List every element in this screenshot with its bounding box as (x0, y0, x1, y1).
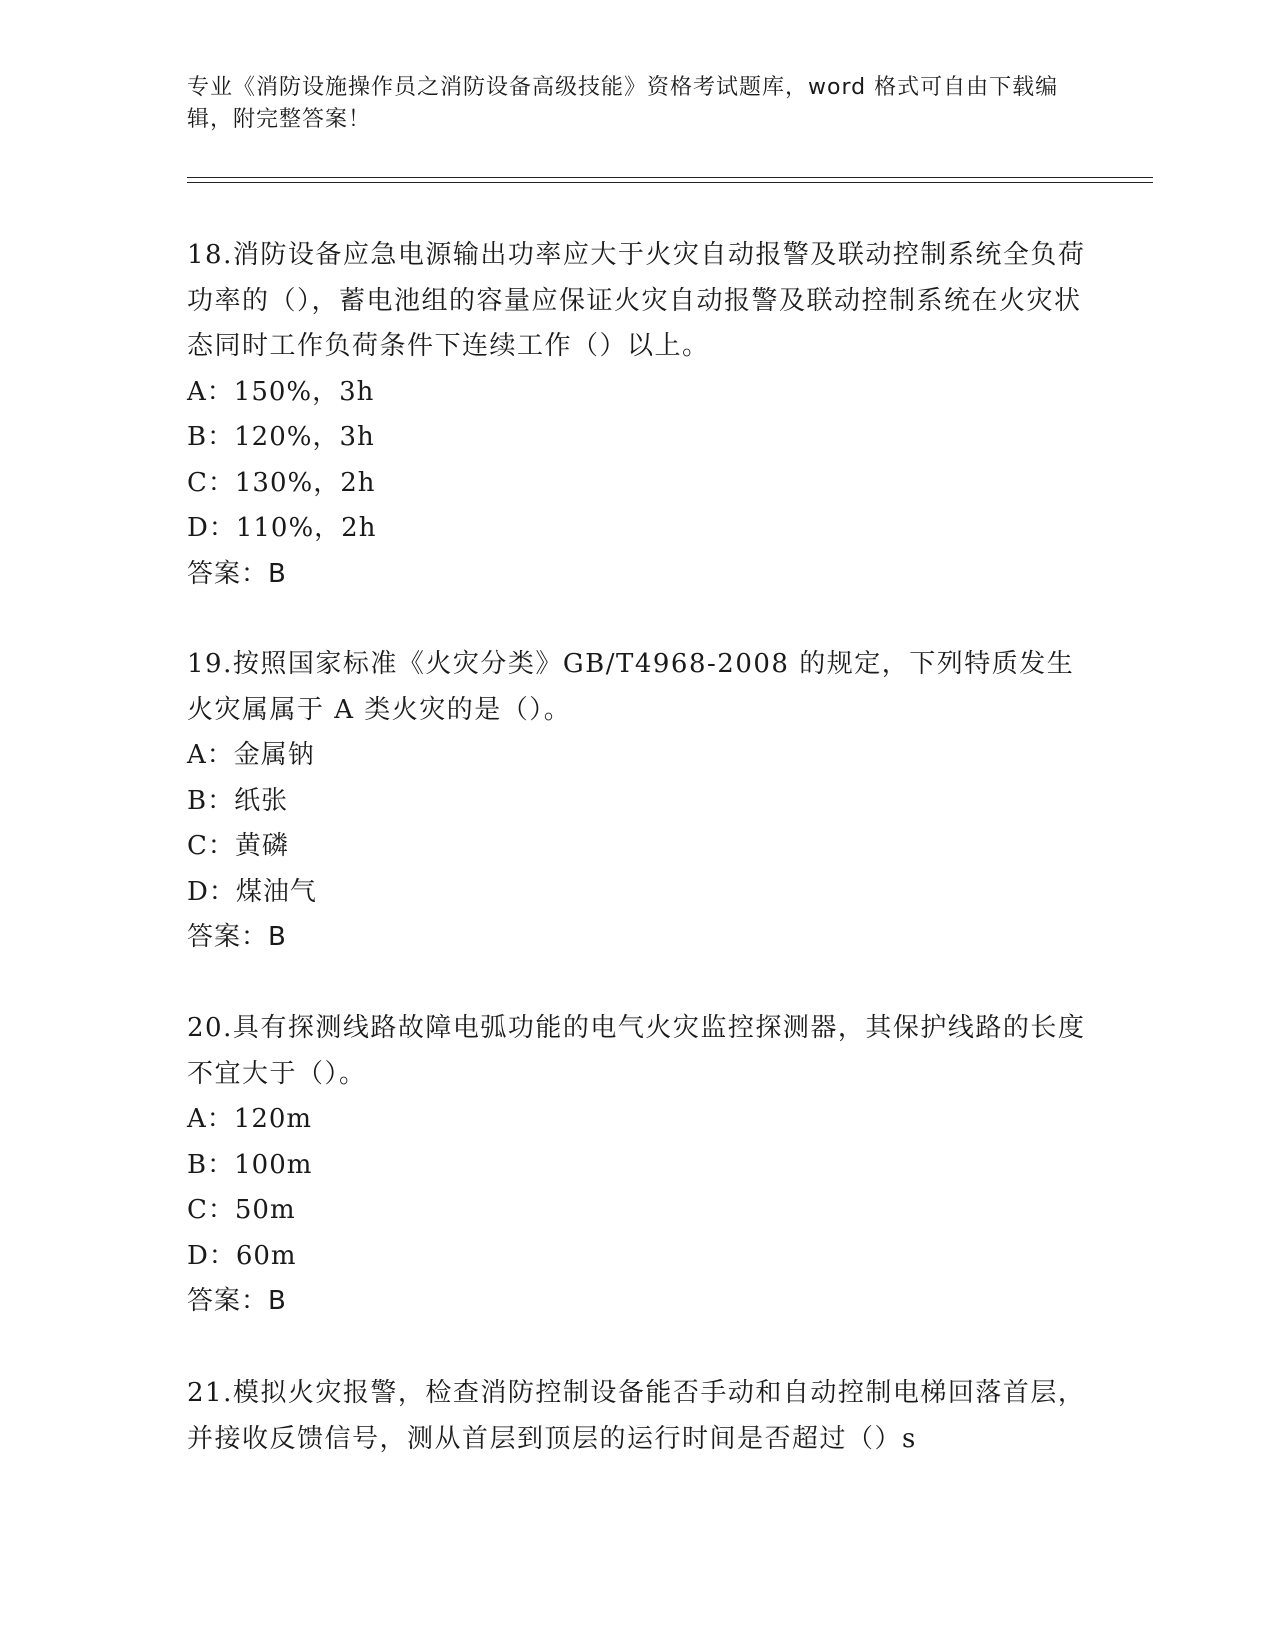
option-b: B：纸张 (187, 785, 289, 816)
option-a: A：120m (187, 1104, 313, 1134)
question-18 (187, 233, 1087, 597)
question-stem: 19.按照国家标准《火灾分类》GB/T4968-2008 的规定，下列特质发生火灾属属于 A 类火灾的是（）。 (187, 649, 1075, 725)
option-d: D：煤油气 (187, 876, 317, 907)
option-a: A：金属钠 (187, 740, 315, 770)
header-divider-bottom (187, 182, 1153, 183)
option-c: C：50m (187, 1195, 296, 1225)
header-divider-top (187, 177, 1153, 178)
answer: 答案：B (187, 922, 287, 952)
answer: 答案：B (187, 558, 287, 589)
option-a: A：150%，3h (187, 376, 375, 407)
question-stem: 21.模拟火灾报警，检查消防控制设备能否手动和自动控制电梯回落首层，并接收反馈信号，测从首层到顶层的运行时间是否超过（）s (187, 1378, 1086, 1454)
option-b: B：120%，3h (187, 422, 375, 452)
answer: 答案：B (187, 1286, 287, 1316)
question-20 (187, 1006, 1087, 1325)
document-header: 专业《消防设施操作员之消防设备高级技能》资格考试题库，word 格式可自由下载编辑，附完整答案！ (187, 75, 1059, 132)
option-d: D：110%，2h (187, 513, 377, 543)
option-d: D：60m (187, 1240, 297, 1271)
question-stem: 18.消防设备应急电源输出功率应大于火灾自动报警及联动控制系统全负荷功率的（），蓄电池组的容量应保证火灾自动报警及联动控制系统在火灾状态同时工作负荷条件下连续工作（）以上。 (187, 240, 1086, 361)
question-stem: 20.具有探测线路故障电弧功能的电气火灾监控探测器，其保护线路的长度不宜大于（）。 (187, 1013, 1086, 1089)
option-c: C：130%，2h (187, 467, 376, 498)
option-b: B：100m (187, 1149, 313, 1180)
question-21 (187, 1371, 1087, 1462)
question-19 (187, 642, 1087, 961)
option-c: C：黄磷 (187, 831, 289, 861)
